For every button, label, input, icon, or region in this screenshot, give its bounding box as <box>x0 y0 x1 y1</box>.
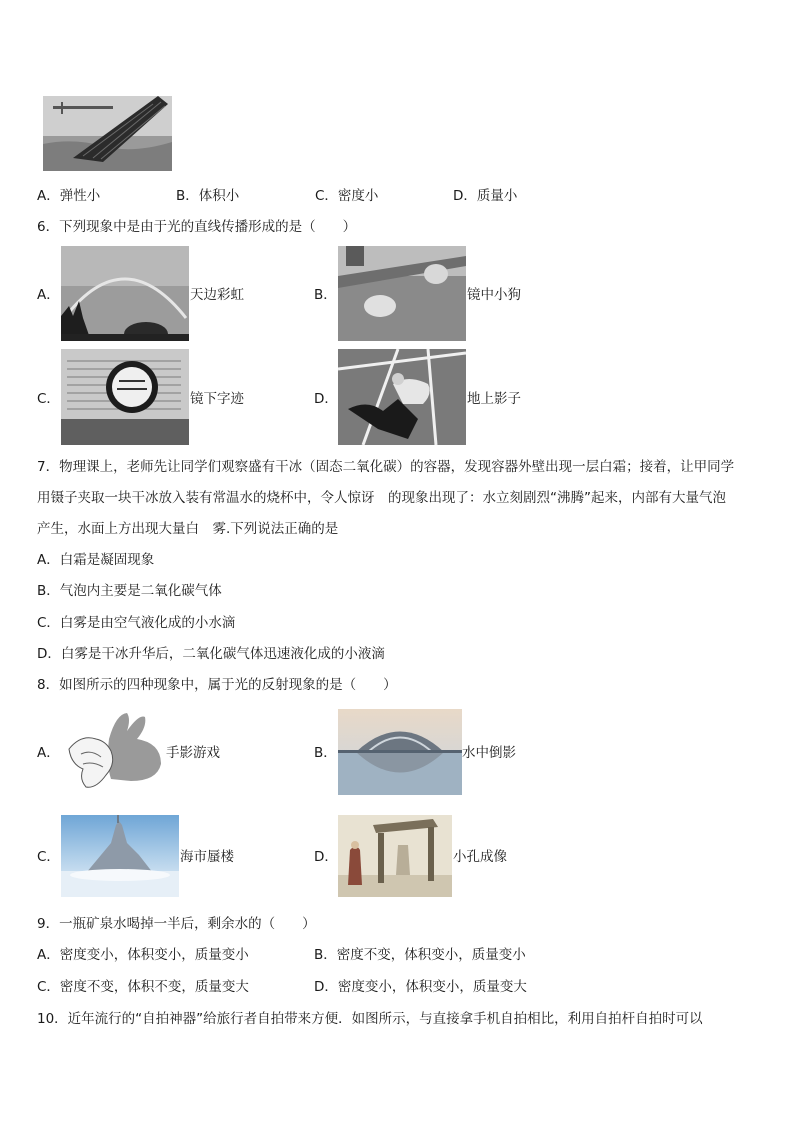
q6-option-a-caption: 天边彩虹 <box>190 287 244 303</box>
q6-option-c-caption: 镜下字迹 <box>190 391 244 407</box>
q7-option-b[interactable]: B．气泡内主要是二氧化碳气体 <box>37 583 222 599</box>
water-reflection-image <box>338 709 462 795</box>
q9-option-a[interactable]: A．密度变小，体积变小，质量变小 <box>37 947 249 963</box>
q7-option-d[interactable]: D．白雾是干冰升华后，二氧化碳气体迅速液化成的小液滴 <box>37 646 385 662</box>
q6-option-d-caption: 地上影子 <box>467 391 521 407</box>
q10-stem-line-1: 10．近年流行的“自拍神器”给旅行者自拍带来方便．如图所示，与直接拿手机自拍相比，利用自拍杆自拍时可以 <box>37 1011 703 1027</box>
q7-stem-line-3: 产生，水面上方出现大量白 雾.下列说法正确的是 <box>37 521 339 537</box>
q7-option-c[interactable]: C．白雾是由空气液化成的小水滴 <box>37 615 236 631</box>
q6-option-a-letter[interactable]: A． <box>37 287 60 303</box>
q9-option-c[interactable]: C．密度不变，体积不变，质量变大 <box>37 979 249 995</box>
q8-stem: 8．如图所示的四种现象中，属于光的反射现象的是（ ） <box>37 677 397 693</box>
mirror-dog-image <box>338 246 466 341</box>
q9-stem: 9．一瓶矿泉水喝掉一半后，剩余水的（ ） <box>37 916 316 932</box>
q8-option-c-caption: 海市蜃楼 <box>180 849 234 865</box>
q8-option-d-caption: 小孔成像 <box>453 849 507 865</box>
q6-option-d-letter[interactable]: D． <box>314 391 338 407</box>
q8-option-b-caption: 水中倒影 <box>462 745 516 761</box>
q6-option-c-letter[interactable]: C． <box>37 391 60 407</box>
q5-option-b[interactable]: B．体积小 <box>176 188 240 204</box>
hand-shadow-image <box>61 709 165 795</box>
rainbow-image <box>61 246 189 341</box>
q8-option-a-caption: 手影游戏 <box>166 745 220 761</box>
q5-option-d[interactable]: D．质量小 <box>453 188 518 204</box>
q6-stem: 6．下列现象中是由于光的直线传播形成的是（ ） <box>37 219 357 235</box>
q5-option-a[interactable]: A．弹性小 <box>37 188 101 204</box>
q8-option-a-letter[interactable]: A． <box>37 745 60 761</box>
q9-option-b[interactable]: B．密度不变，体积变小，质量变小 <box>314 947 526 963</box>
q8-option-c-letter[interactable]: C． <box>37 849 60 865</box>
q6-option-b-caption: 镜中小狗 <box>467 287 521 303</box>
solar-plane-image <box>43 96 172 171</box>
magnifier-text-image <box>61 349 189 445</box>
mirage-image <box>61 815 179 897</box>
q7-stem-line-1: 7．物理课上，老师先让同学们观察盛有干冰（固态二氧化碳）的容器，发现容器外壁出现一层白霜；接着，让甲同学 <box>37 459 735 475</box>
ground-shadow-image <box>338 349 466 445</box>
pinhole-image <box>338 815 452 897</box>
q7-stem-line-2: 用镊子夹取一块干冰放入装有常温水的烧杯中，令人惊讶 的现象出现了：水立刻剧烈“沸腾”起来，内部有大量气泡 <box>37 490 726 506</box>
q9-option-d[interactable]: D．密度变小，体积变小，质量变大 <box>314 979 527 995</box>
q8-option-b-letter[interactable]: B． <box>314 745 337 761</box>
q5-option-c[interactable]: C．密度小 <box>315 188 379 204</box>
q6-option-b-letter[interactable]: B． <box>314 287 337 303</box>
q8-option-d-letter[interactable]: D． <box>314 849 338 865</box>
q7-option-a[interactable]: A．白霜是凝固现象 <box>37 552 155 568</box>
